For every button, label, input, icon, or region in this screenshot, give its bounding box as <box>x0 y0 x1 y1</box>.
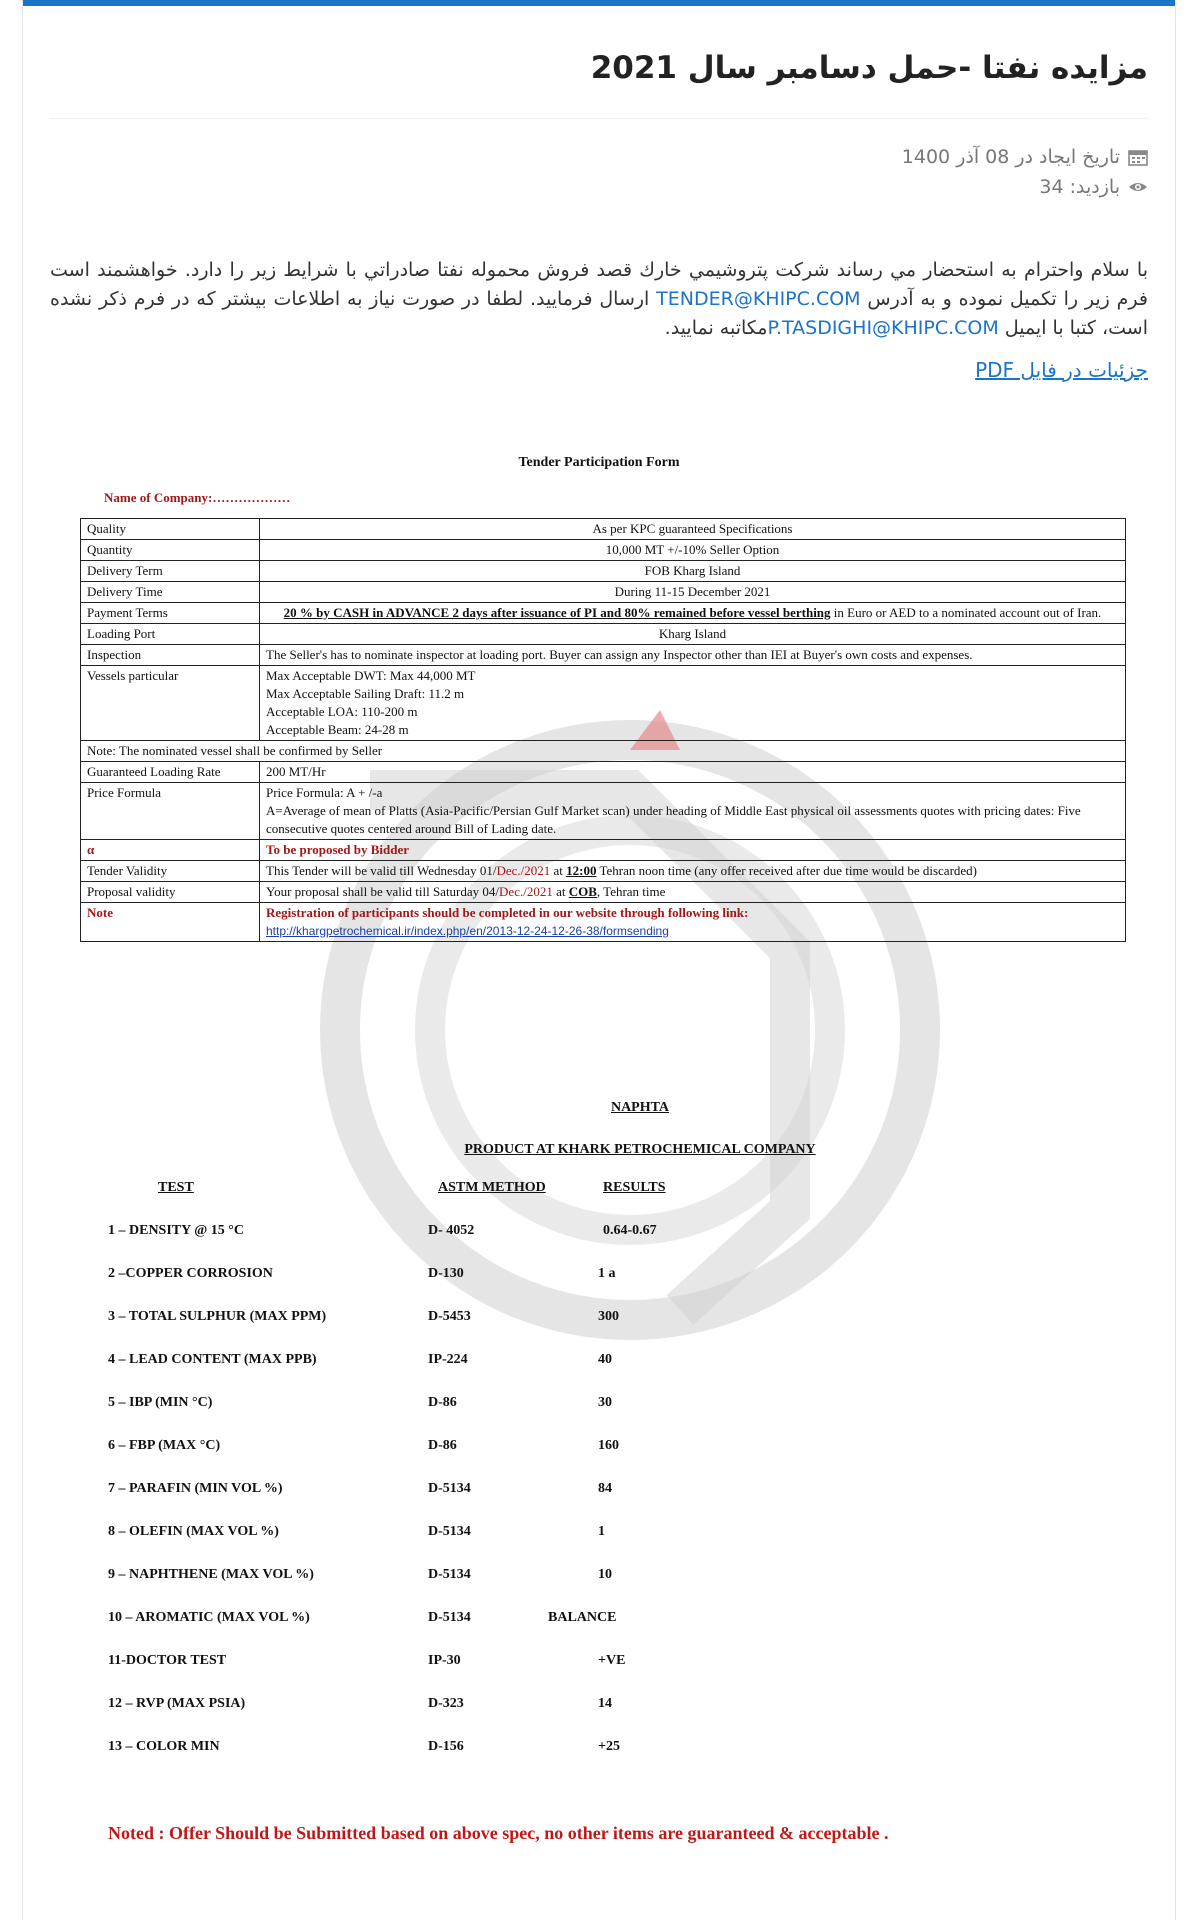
validity-text-2: at <box>550 863 567 878</box>
spec-astm-method: D-156 <box>428 1739 464 1754</box>
spec-astm-method: D-5134 <box>428 1481 471 1496</box>
spec-result: 300 <box>598 1309 619 1324</box>
delivery-time-label: Delivery Time <box>81 582 260 603</box>
proposal-date: Dec./2021 <box>499 884 553 899</box>
proposal-cob: COB <box>568 884 597 899</box>
spec-result: +VE <box>598 1653 626 1668</box>
validity-date: Dec./2021 <box>496 863 551 878</box>
quantity-value: 10,000 MT +/-10% Seller Option <box>260 540 1126 561</box>
spec-astm-method: D-86 <box>428 1438 457 1453</box>
proposal-text-3: , Tehran time <box>596 884 666 899</box>
page-title: مزایده نفتا -حمل دسامبر سال 2021 <box>590 50 1148 86</box>
spec-header-test: TEST <box>158 1180 194 1195</box>
vessel-draft: Max Acceptable Sailing Draft: 11.2 m <box>266 686 465 701</box>
spec-header-method: ASTM METHOD <box>438 1180 546 1195</box>
created-date-row <box>902 142 1148 172</box>
loading-port-value: Kharg Island <box>260 624 1126 645</box>
payment-terms-rest: in Euro or AED to a nominated account out of Iran. <box>830 605 1102 620</box>
proposal-text-1: Your proposal shall be valid till Saturday 04/ <box>266 884 500 899</box>
spec-result: 10 <box>598 1567 612 1582</box>
visits-row <box>902 172 1148 202</box>
table-row <box>81 582 1126 603</box>
quality-value: As per KPC guaranteed Specifications <box>260 519 1126 540</box>
spec-test-name: 8 – OLEFIN (MAX VOL %) <box>108 1524 279 1539</box>
spec-result: 14 <box>598 1696 612 1711</box>
spec-astm-method: D- 4052 <box>428 1223 475 1238</box>
vessel-beam: Acceptable Beam: 24-28 m <box>266 722 409 737</box>
table-row <box>81 762 1126 783</box>
registration-note: Registration of participants should be completed in our website through following link: <box>266 905 749 920</box>
spec-result: BALANCE <box>548 1610 617 1625</box>
tender-document <box>50 440 1148 1880</box>
table-row <box>81 624 1126 645</box>
validity-text-3: Tehran noon time (any offer received after due time would be discarded) <box>596 863 977 878</box>
payment-terms-value <box>260 603 1126 624</box>
note-label: Note <box>81 903 260 942</box>
spec-astm-method: D-323 <box>428 1696 464 1711</box>
article-header <box>50 50 1148 86</box>
price-formula-line: Price Formula: A + /-a <box>266 785 383 800</box>
spec-result: 0.64-0.67 <box>603 1223 657 1238</box>
table-row <box>81 882 1126 903</box>
table-row <box>81 603 1126 624</box>
price-formula-detail: A=Average of mean of Platts (Asia-Pacific/Persian Gulf Market scan) under heading of Middle East physical oil assessments quotes with pricing dates: Five consecutive quotes centered around Bill of Lading date. <box>266 803 1081 836</box>
vessel-note: Note: The nominated vessel shall be confirmed by Seller <box>81 741 1126 762</box>
spec-astm-method: D-86 <box>428 1395 457 1410</box>
spec-astm-method: D-5134 <box>428 1567 471 1582</box>
delivery-time-value: During 11-15 December 2021 <box>260 582 1126 603</box>
vessel-loa: Acceptable LOA: 110-200 m <box>266 704 418 719</box>
table-row <box>81 741 1126 762</box>
calendar-icon <box>1128 148 1148 166</box>
spec-test-name: 10 – AROMATIC (MAX VOL %) <box>108 1610 310 1625</box>
title-divider <box>50 118 1148 119</box>
tender-validity-label: Tender Validity <box>81 861 260 882</box>
spec-subtitle: PRODUCT AT KHARK PETROCHEMICAL COMPANY <box>464 1142 816 1157</box>
spec-astm-method: D-5134 <box>428 1524 471 1539</box>
quantity-label: Quantity <box>81 540 260 561</box>
loading-rate-label: Guaranteed Loading Rate <box>81 762 260 783</box>
intro-text-3: مکاتبه نمایید. <box>664 317 768 339</box>
form-title: Tender Participation Form <box>518 455 680 470</box>
spec-test-name: 7 – PARAFIN (MIN VOL %) <box>108 1481 283 1496</box>
table-row <box>81 519 1126 540</box>
spec-test-name: 11-DOCTOR TEST <box>108 1653 227 1668</box>
table-row <box>81 840 1126 861</box>
payment-terms-bold: 20 % by CASH in ADVANCE 2 days after issuance of PI and 80% remained before vessel berthing <box>283 605 831 620</box>
spec-test-name: 5 – IBP (MIN °C) <box>108 1395 213 1410</box>
validity-time: 12:00 <box>566 863 597 878</box>
proposal-validity-value <box>260 882 1126 903</box>
quality-label: Quality <box>81 519 260 540</box>
loading-port-label: Loading Port <box>81 624 260 645</box>
payment-terms-label: Payment Terms <box>81 603 260 624</box>
spec-result: +25 <box>598 1739 620 1754</box>
tender-validity-value <box>260 861 1126 882</box>
alpha-label: α <box>81 840 260 861</box>
spec-astm-method: D-5134 <box>428 1610 471 1625</box>
registration-link[interactable]: http://khargpetrochemical.ir/index.php/en/2013-12-24-12-26-38/formsending <box>266 924 669 938</box>
spec-test-name: 3 – TOTAL SULPHUR (MAX PPM) <box>108 1309 327 1324</box>
content-border-right <box>1175 0 1176 1920</box>
vessel-dwt: Max Acceptable DWT: Max 44,000 MT <box>266 668 476 683</box>
spec-test-name: 4 – LEAD CONTENT (MAX PPB) <box>108 1352 317 1367</box>
spec-astm-method: IP-224 <box>428 1352 468 1367</box>
intro-text-1: با سلام واحترام به استحضار مي رساند شركت پتروشيمي خارك قصد فروش محموله نفتا صادراتي با شرايط زير را دارد. خواهشمند است فرم زير را تكميل نموده و به آدرس <box>50 259 1148 310</box>
intro-paragraph <box>50 256 1148 343</box>
spec-result: 30 <box>598 1395 612 1410</box>
company-name-field: Name of Company:……………… <box>104 490 291 505</box>
vessels-value <box>260 666 1126 741</box>
spec-title: NAPHTA <box>610 1100 670 1115</box>
spec-result: 1 <box>598 1524 605 1539</box>
table-row <box>81 561 1126 582</box>
note-value <box>260 903 1126 942</box>
contact-email-link[interactable]: P.TASDIGHI@KHIPC.COM <box>767 317 999 339</box>
spec-astm-method: D-5453 <box>428 1309 471 1324</box>
spec-test-name: 2 –COPPER CORROSION <box>108 1266 273 1281</box>
table-row <box>81 903 1126 942</box>
tender-email-link[interactable]: TENDER@KHIPC.COM <box>656 288 861 310</box>
spec-result: 40 <box>598 1352 612 1367</box>
proposal-validity-label: Proposal validity <box>81 882 260 903</box>
offer-note: Noted : Offer Should be Submitted based on above spec, no other items are guaranteed & acceptable . <box>108 1823 889 1843</box>
table-row <box>81 666 1126 741</box>
spec-test-name: 13 – COLOR MIN <box>108 1739 220 1754</box>
created-date: تاریخ ایجاد در 08 آذر 1400 <box>901 146 1120 168</box>
visit-count: بازدید: 34 <box>1039 176 1120 198</box>
price-formula-label: Price Formula <box>81 783 260 840</box>
tender-form-table <box>80 518 1126 942</box>
spec-astm-method: IP-30 <box>428 1653 461 1668</box>
spec-test-name: 6 – FBP (MAX °C) <box>108 1438 221 1453</box>
intro-text-2: ارسال فرمایید. لطفا در صورت نیاز به اطلاعات بیشتر که در فرم ذکر نشده است، کتبا با ایمیل <box>50 288 1148 339</box>
spec-astm-method: D-130 <box>428 1266 464 1281</box>
spec-result: 160 <box>598 1438 619 1453</box>
spec-test-name: 1 – DENSITY @ 15 °C <box>108 1223 244 1238</box>
spec-test-name: 9 – NAPHTHENE (MAX VOL %) <box>108 1567 314 1582</box>
content-border-left <box>22 0 23 1920</box>
price-formula-value <box>260 783 1126 840</box>
loading-rate-value: 200 MT/Hr <box>260 762 1126 783</box>
top-accent-bar <box>22 0 1176 6</box>
article-meta <box>902 142 1148 202</box>
table-row <box>81 645 1126 666</box>
proposal-text-2: at <box>552 884 569 899</box>
spec-result: 1 a <box>598 1266 616 1281</box>
eye-icon <box>1128 178 1148 196</box>
table-row <box>81 783 1126 840</box>
inspection-label: Inspection <box>81 645 260 666</box>
spec-header-results: RESULTS <box>603 1180 666 1195</box>
spec-test-name: 12 – RVP (MAX PSIA) <box>108 1696 246 1711</box>
validity-text-1: This Tender will be valid till Wednesday 01/ <box>266 863 497 878</box>
vessels-label: Vessels particular <box>81 666 260 741</box>
table-row <box>81 861 1126 882</box>
pdf-details-link[interactable]: جزئیات در فایل PDF <box>975 358 1148 382</box>
spec-result: 84 <box>598 1481 612 1496</box>
delivery-term-label: Delivery Term <box>81 561 260 582</box>
table-row <box>81 540 1126 561</box>
alpha-value: To be proposed by Bidder <box>260 840 1126 861</box>
delivery-term-value: FOB Kharg Island <box>260 561 1126 582</box>
inspection-value: The Seller's has to nominate inspector at loading port. Buyer can assign any Inspector other than IEI at Buyer's own costs and expenses. <box>260 645 1126 666</box>
